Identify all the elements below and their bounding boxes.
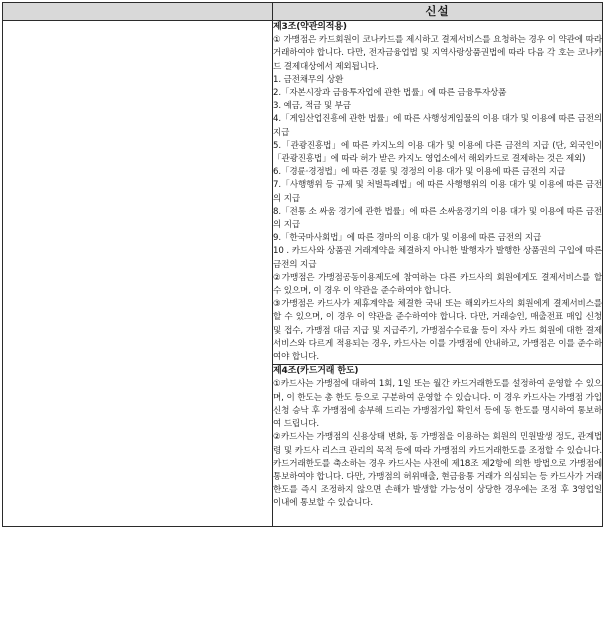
article4-para2: ②카드사는 가맹점의 신용상태 변화, 동 가맹점을 이용하는 회원의 민원발생 정도, 관계법령 및 카드사 리스크 관리의 목적 등에 따라 가맹점의 카드거래한도를 조정할 수 있습니다. 카드거래한도를 축소하는 경우 카드사는 사전에 제18조 제2항에 의한 방법으로 가맹점에 통보하여야 합니다. 다만, 가맹점의 허위매출, 현금융통 거래가 의심되는 등 카드사가 거래 한도를 즉시 조정하지 않으면 손해가 발생할 가능성이 상당한 경우에는 조정 후 3영업일 이내에 통보할 수 있습니다. <box>273 432 602 509</box>
table-row <box>3 21 603 365</box>
article3-cell <box>273 21 603 365</box>
list-item: 1. 금전채무의 상환 <box>273 74 344 85</box>
list-item: 4.「게임산업진흥에 관한 법률」에 따른 사행성게임물의 이용 대가 및 이용에 따른 금전의 지급 <box>273 114 602 138</box>
header-new-column: 신설 <box>273 3 603 21</box>
article4-title: 제4조(카드거래 한도) <box>273 366 359 377</box>
list-item: 6.「경륜·경정법」에 따른 경륜 및 경정의 이용 대가 및 이용에 따른 금전의 지급 <box>273 167 566 178</box>
comparison-table <box>2 2 603 527</box>
left-empty-cell <box>3 21 273 527</box>
list-item: 2.「자본시장과 금융투자업에 관한 법률」에 따른 금융투자상품 <box>273 88 507 99</box>
header-empty-cell <box>3 3 273 21</box>
article3-title: 제3조(약관의적용) <box>273 22 347 32</box>
list-item: 8.「전통 소 싸움 경기에 관한 법률」에 따른 소싸움경기의 이용 대가 및 이용에 따른 금전의 지급 <box>273 206 602 231</box>
article3-para2: ②가맹점은 가맹점공동이용제도에 참여하는 다른 카드사의 회원에게도 결제서비스를 할 수 있으며, 이 경우 이 약관을 준수하여야 합니다. <box>273 272 602 297</box>
article3-para1: ① 가맹점은 카드회원이 코나카드를 제시하고 결제서비스를 요청하는 경우 이 약관에 따라 거래하여야 합니다. 다만, 전자금융업법 및 지역사랑상품권법에 따라 다음 각 호는 코나카드 결제대상에서 제외됩니다. <box>273 35 602 72</box>
list-item: 9.「한국마사회법」에 따른 경마의 이용 대가 및 이용에 따른 금전의 지급 <box>273 233 542 244</box>
article4-cell <box>273 365 603 527</box>
list-item: 10 . 카드사와 상품권 거래계약을 체결하지 아니한 발행자가 발행한 상품권의 구입에 따른 금전의 지급 <box>273 246 602 270</box>
table-header-row <box>3 3 603 21</box>
list-item: 7.「사행행위 등 규제 및 처벌특례법」에 따른 사행행위의 이용 대가 및 이용에 따른 금전의 지급 <box>273 180 602 204</box>
article4-para1: ①카드사는 가맹점에 대하여 1회, 1일 또는 월간 카드거래한도를 설정하여 운영할 수 있으며, 이 한도는 총 한도 등으로 구분하여 운영할 수 있습니다. 이 경우 카드사는 가맹점 가입 신청 승낙 후 가맹점에 송부해 드리는 가맹점가입 확인서 등에 동 한도를 명시하여 통보하여 드립니다. <box>273 379 602 430</box>
article3-para3: ③가맹점은 카드사가 제휴계약을 체결한 국내 또는 해외카드사의 회원에게 결제서비스를 할 수 있으며, 이 경우 이 약관을 준수하여야 합니다. 다만, 거래승인, 매출전표 매입 신청 및 접수, 가맹점 대금 지급 및 지급주기, 가맹점수수료율 등이 자사 카드 회원에 대한 결제서비스와 다르게 적용되는 경우, 카드사는 이를 가맹점에 안내하고, 가맹점은 이를 준수하여야 합니다. <box>273 299 602 363</box>
list-item: 5.「관광진흥법」에 따른 카지노의 이용 대가 및 이용에 다른 금전의 지급 (단, 외국인이「관광진흥법」에 따라 허가 받은 카지노 영업소에서 해외카드로 결제하는 것은 제외) <box>273 140 602 165</box>
list-item: 3. 예금, 적금 및 부금 <box>273 101 351 112</box>
